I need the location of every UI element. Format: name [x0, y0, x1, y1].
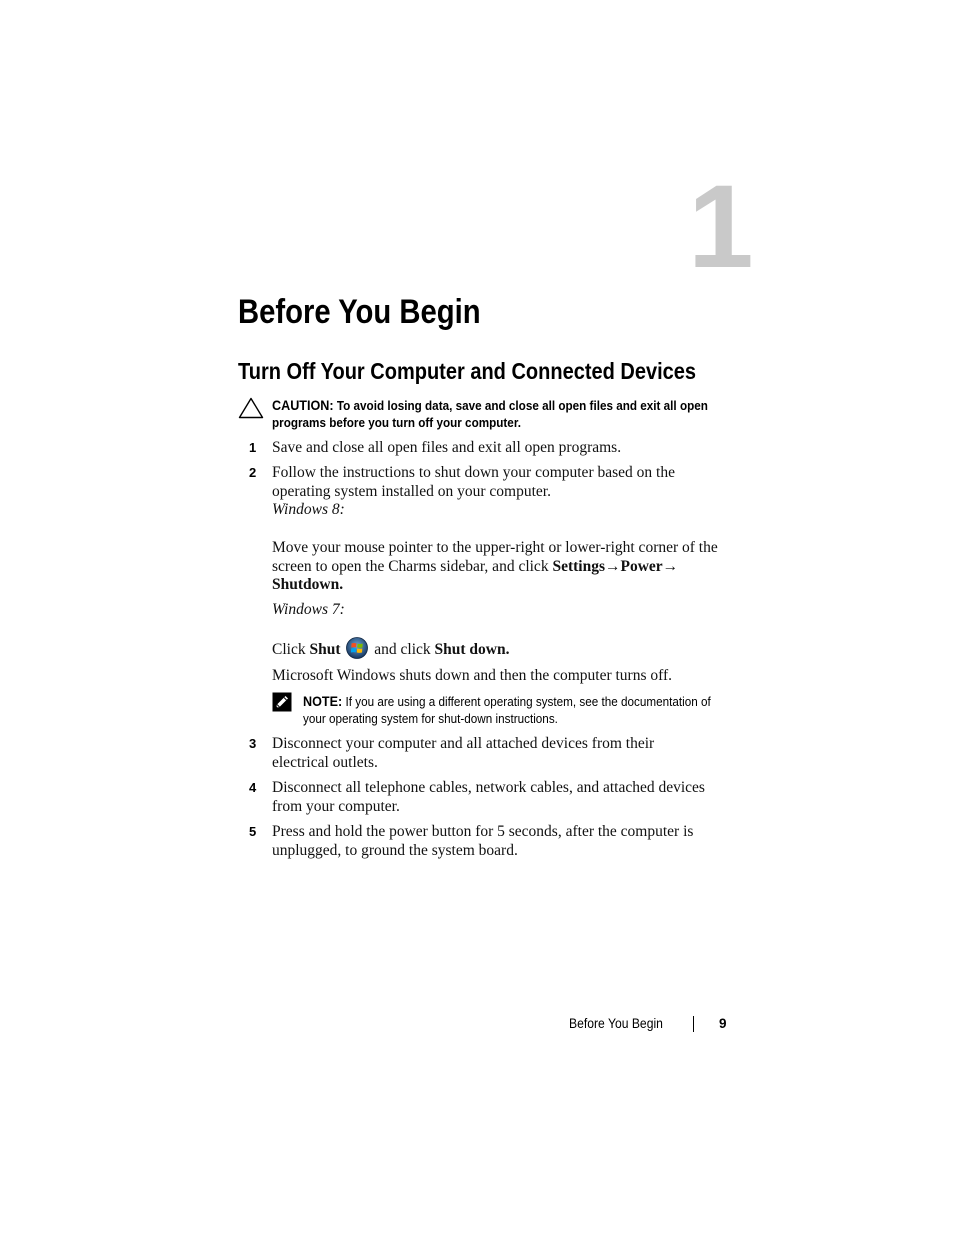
note-label: NOTE:: [303, 693, 343, 709]
caution-line-1: To avoid losing data, save and close all open files and exit all open: [336, 398, 708, 413]
chapter-number: 1: [688, 161, 754, 293]
caution-label: CAUTION:: [272, 397, 334, 413]
windows8-label: Windows 8:: [272, 501, 345, 518]
click-text: Click: [272, 641, 310, 658]
step-3-line-2: electrical outlets.: [272, 754, 378, 771]
step-5-line-2: unplugged, to ground the system board.: [272, 842, 518, 859]
windows8-line-2: [272, 557, 678, 576]
and-click-text: and click: [374, 641, 435, 658]
step-2-line-2: operating system installed on your computer.: [272, 483, 551, 500]
step-number-1: 1: [249, 440, 257, 455]
step-5-line-1: Press and hold the power button for 5 seconds, after the computer is: [272, 823, 694, 840]
windows7-label: Windows 7:: [272, 601, 345, 618]
page-number: 9: [719, 1016, 727, 1031]
windows8-line-1: Move your mouse pointer to the upper-right or lower-right corner of the: [272, 539, 718, 556]
settings-menu-text: Settings: [552, 558, 605, 575]
note-line-1: If you are using a different operating system, see the documentation of: [345, 694, 711, 709]
caution-triangle-icon: [238, 397, 264, 419]
arrow-1: →: [605, 558, 621, 575]
shut-down-text: Shut down.: [434, 641, 510, 658]
step-number-3: 3: [249, 736, 257, 751]
arrow-2: →: [662, 558, 679, 575]
step-1-text: Save and close all open files and exit all open programs.: [272, 439, 622, 456]
step-4-line-2: from your computer.: [272, 798, 400, 815]
power-menu-text: Power: [620, 558, 663, 575]
shut-text: Shut: [309, 641, 341, 658]
shutdown-menu-text: Shutdown.: [272, 576, 344, 593]
note-line-2: your operating system for shut-down instructions.: [303, 711, 558, 726]
windows-start-logo-icon: [346, 637, 368, 659]
step-2-line-1: Follow the instructions to shut down your computer based on the: [272, 464, 675, 481]
caution-text: [272, 397, 740, 431]
step-number-5: 5: [249, 824, 257, 839]
chapter-title: Before You Begin: [238, 293, 481, 331]
windows7-instruction: [272, 637, 509, 659]
windows8-line-2-prefix: screen to open the Charms sidebar, and click: [272, 558, 553, 575]
caution-line-2: programs before you turn off your computer.: [272, 415, 521, 430]
step-3-line-1: Disconnect your computer and all attached devices from their: [272, 735, 655, 752]
step-number-4: 4: [249, 780, 257, 795]
note-pencil-icon: [272, 692, 292, 712]
step-4-line-1: Disconnect all telephone cables, network cables, and attached devices: [272, 779, 705, 796]
section-title: Turn Off Your Computer and Connected Devices: [238, 358, 697, 384]
footer-chapter-title: Before You Begin: [569, 1016, 663, 1031]
step-number-2: 2: [249, 465, 257, 480]
result-text: Microsoft Windows shuts down and then the computer turns off.: [272, 667, 673, 684]
note-text: [303, 693, 735, 727]
footer-separator: [693, 1016, 694, 1032]
